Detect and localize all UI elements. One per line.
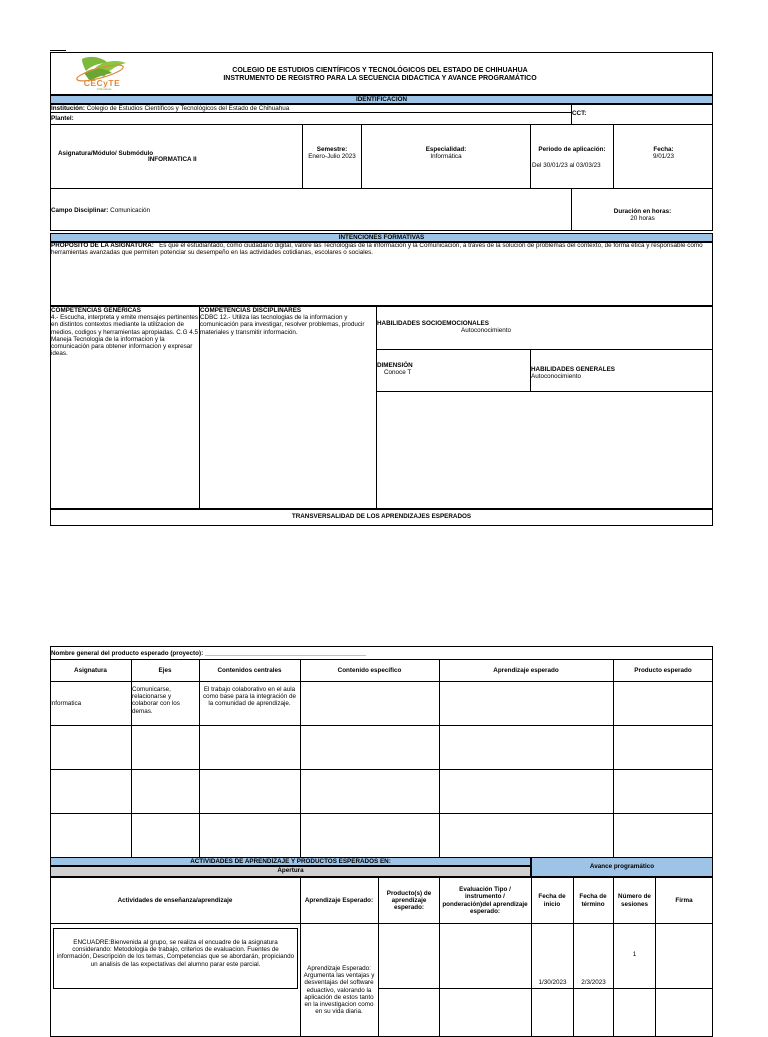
act-col-div-2 [378,877,379,1037]
campo-value: Comunicación [110,207,151,214]
dimension-row-line [376,391,713,392]
document-title-line1: COLEGIO DE ESTUDIOS CIENTÍFICOS Y TECNOLÓGICOS DEL ESTADO DE CHIHUAHUA [232,67,528,74]
act-header-line [50,923,713,924]
avance-heading: Avance programático [531,857,713,877]
producto-nombre-label: Nombre general del producto esperado (proyecto): ______________________________________________ [51,650,367,657]
act-header-inicio: Fecha de inicio [538,893,566,908]
proposito-label: PROPÓSITO DE LA ASIGNATURA: [51,242,154,249]
disciplinares-value: CDBC 12.- Utiliza las tecnologias de la informacion y comunicación para investigar, resolver problemas, producir materiales y transmitir información. [200,314,365,336]
act-header-aprendizaje: Aprendizaje Esperado: [304,896,374,904]
pt-col-div-4 [439,660,440,858]
especialidad-label: Especialidad: [425,146,467,153]
pt-col-div-5 [613,660,614,858]
semestre-cell [303,125,361,188]
pt-header-contenidos-centrales: Contenidos centrales [217,667,282,675]
asignatura-label: Asignatura/Módulo/ Submódulo [58,150,154,157]
pt-header-producto: Producto esperado [634,667,692,675]
campo-row [51,207,150,214]
cecyte-logo [64,53,136,93]
especialidad-cell [362,125,530,188]
comp-div-2 [376,306,377,509]
logo-subtext: Chihuahua [96,87,112,91]
act-row1-activity: ENCUADRE:Bienvenida al grupo, se realiza el encuadre de la asignatura considerando: Metodologia de trabajo, criterios de evaluacion. Fuentes de información, Descripción de los temas, Competencias que se abordarán, propiciando un analisis de las expectativas del alumno parar este parcial. [56,939,295,968]
periodo-label: Periodo de aplicación: [538,146,606,153]
socio-label: HABILIDADES SOCIOEMOCIONALES [377,320,489,327]
asignatura-cell [50,125,302,188]
duracion-label: Duración en horas: [613,208,672,215]
pt-row1-ejes: Comunicarse, relacionarse y colaborar con los demas. [132,686,180,715]
disciplinares-label: COMPETENCIAS DISCIPLINARES [200,307,302,314]
socio-value: Autoconocimiento [461,327,512,334]
disciplinares-cell [200,307,374,336]
fecha-cell [614,125,713,188]
dimension-label: DIMENSIÓN [377,362,413,369]
pt-header-aprendizaje: Aprendizaje esperado [493,667,559,675]
apertura-heading: Apertura [50,866,531,877]
semestre-label: Semestre: [316,146,348,153]
genericas-value: 4.- Escucha, interpreta y emite mensajes pertinentes en distintos contextos mediante la utilizacion de medios, codigos y herramientas apropiadas. C.G 4.5 Maneja Tecnologia de la informacion y la comunicación para obtener informacion y expresar ideas. [51,314,199,358]
act-col-div-5 [573,877,574,1037]
document-title-line2: INSTRUMENTO DE REGISTRO PARA LA SECUENCIA DIDACTICA Y AVANCE PROGRAMÁTICO [223,75,537,82]
act-row1-inicio: 1/30/2023 [538,979,567,986]
actividades-heading: ACTIVIDADES DE APRENDIZAJE Y PRODUCTOS ESPERADOS EN: [50,857,531,866]
act-header-producto: Producto(s) de aprendizaje esperado: [386,889,432,912]
pt-header-ejes: Ejes [158,667,172,675]
pt-col-div-3 [300,660,301,858]
institucion-underline [50,112,572,113]
page-top-tick [50,50,66,51]
act-header-evaluacion: Evaluación Tipo / instrumento / ponderación)del aprendizaje esperado: [442,886,528,915]
pt-row1-asignatura: Informatica [50,699,82,707]
pt-header-asignatura: Asignatura [74,667,107,675]
campo-label: Campo Disciplinar: [51,207,109,214]
pt-row1-contenidos: El trabajo colaborativo en el aula como base para la integración de la comunidad de aprendizaje. [202,686,297,708]
act-row1-termino: 2/3/2023 [581,979,606,986]
transversalidad-heading: TRANSVERSALIDAD DE LOS APRENDIZAJES ESPERADOS [291,513,472,520]
act-col-div-3 [439,877,440,1037]
pt-row-line-1 [50,725,713,726]
plantel-label: Plantel: [51,115,74,122]
fecha-value: 9/01/23 [652,153,674,160]
pt-row-line-3 [50,813,713,814]
act-header-termino: Fecha de término [579,893,607,908]
asignatura-row-line [50,188,713,189]
asignatura-value: INFORMATICA II [148,156,197,163]
duracion-value: 20 horas [630,215,655,222]
generales-label: HABILIDADES GENERALES [531,366,615,373]
act-row1-aprendizaje: Aprendizaje Esperado: Argumenta las ventajas y desventajas del software eduactivo, valorando la aplicación de estos tanto en la investigacion como en su vida diaria. [303,965,375,1016]
semestre-value: Enero-Julio 2023 [308,153,356,160]
periodo-value: Del 30/01/23 al 03/03/23 [532,162,601,169]
socio-row-line [376,349,713,350]
pt-row-line-2 [50,769,713,770]
act-header-actividades: Actividades de enseñanza/aprendizaje [117,896,233,904]
act-col-div-4 [531,877,532,1037]
cct-label: CCT: [572,110,587,117]
pt-header-contenido-especifico: Contenido específico [337,667,402,675]
act-row1-sesiones: 1 [632,951,637,958]
comp-div-1 [199,306,200,509]
institucion-label: Institución: [51,105,85,112]
periodo-cell [531,125,613,188]
genericas-cell [51,307,198,358]
logo-text: CECyTE [83,78,121,88]
pt-header-line [50,681,713,682]
proposito-value: Es que el estudiantado, como ciudadano digital, valore las Tecnologias de la información y la Comunicación, a través de la solución de problemas del contexto, de forma ética y responsable como herramientas avanzadas que permiten potenciar su desempeño en las actividades cotidianas, escolares o sociales. [51,242,703,257]
generales-value: Autoconocimiento [531,373,582,380]
especialidad-value: Informática [430,153,462,160]
dimension-value: Conoce T [384,369,412,376]
proposito-text [51,242,711,256]
intenciones-heading: INTENCIONES FORMATIVAS [50,233,713,242]
fecha-label: Fecha: [653,146,674,153]
act-header-sesiones: Número de sesiones [618,893,651,908]
genericas-label: COMPETENCIAS GENÉRICAS [51,307,141,314]
act-row1-line [378,988,713,989]
identificacion-heading: IDENTIFICACIÓN [50,95,713,104]
act-header-firma: Firma [675,896,693,904]
institucion-value: Colegio de Estudios Científicos y Tecnológicos del Estado de Chihuahua [86,105,290,112]
